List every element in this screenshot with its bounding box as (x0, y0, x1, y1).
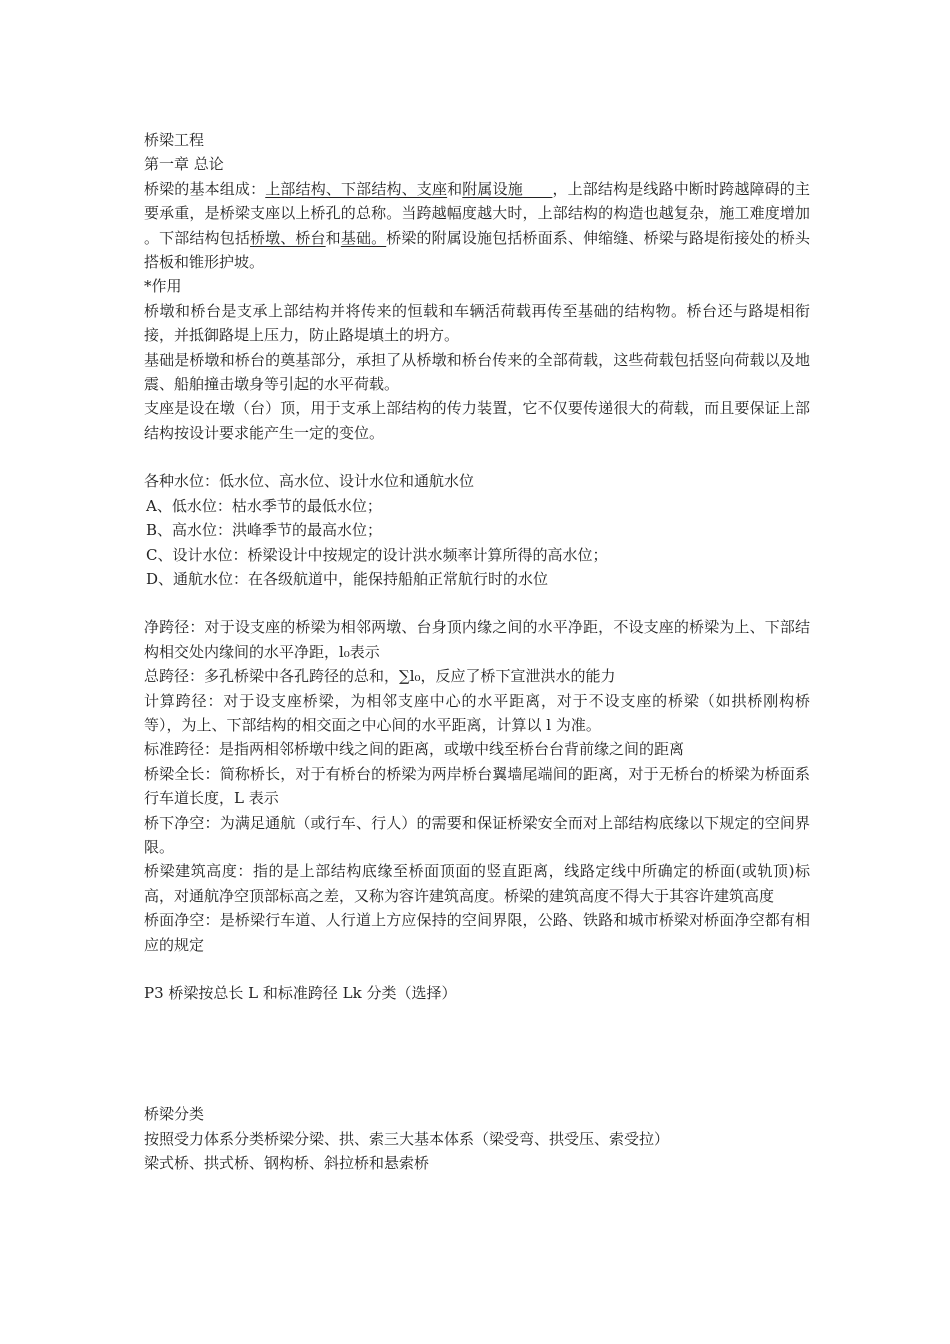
water-level-item: D、通航水位：在各级航道中，能保持船舶正常航行时的水位 (146, 569, 549, 588)
definition-paragraph: 桥下净空：为满足通航（或行车、行人）的需要和保证桥梁安全而对上部结构底缘以下规定的空间界限。 (144, 813, 810, 856)
water-level-item: C、设计水位：桥梁设计中按规定的设计洪水频率计算所得的高水位； (146, 545, 608, 564)
composition-and-1: 和 (447, 179, 463, 198)
blank-space (144, 1005, 810, 1102)
underlined-foundation: 基础。 (340, 228, 387, 247)
function-paragraph: 桥墩和桥台是支承上部结构并将传来的恒载和车辆活荷载再传至基础的结构物。桥台还与路堤相衔接，并抵御路堤上压力，防止路堤填土的坍方。 (144, 301, 810, 345)
composition-and-2: 和 (325, 228, 341, 247)
definition-paragraph: 标准跨径：是指两相邻桥墩中线之间的距离，或墩中线至桥台台背前缘之间的距离 (144, 740, 685, 759)
underlined-structures: 上部结构、下部结构、支座 (265, 179, 448, 198)
function-heading: *作用 (144, 277, 182, 296)
classification-reference: P3 桥梁按总长 L 和标准跨径 Lk 分类（选择） (144, 984, 457, 1002)
composition-text-1: ，上部结构是线路中断时跨越障碍的主要承重，是桥梁支座以上桥孔的总称。当跨越幅度越大时，上部结构的构造也越复杂，施工难度增加 。下部结构包括 (144, 179, 810, 247)
function-paragraph: 基础是桥墩和桥台的奠基部分，承担了从桥墩和桥台传来的全部荷载，这些荷载包括竖向荷载以及地震、船舶撞击墩身等引起的水平荷载。 (144, 350, 810, 394)
composition-suffix: 桥梁的附属设施包括桥面系、伸缩缝、桥梁与路堤衔接处的桥头搭板和锥形护坡。 (144, 228, 810, 272)
underlined-piers: 桥墩、桥台 (249, 228, 326, 247)
water-level-item: A、低水位：枯水季节的最低水位； (146, 496, 382, 515)
definition-paragraph: 计算跨径：对于设支座桥梁，为相邻支座中心的水平距离，对于不设支座的桥梁（如拱桥刚构桥等），为上、下部结构的相交面之中心间的水平距离，计算以 l 为准。 (144, 691, 810, 734)
water-level-heading: 各种水位：低水位、高水位、设计水位和通航水位 (144, 472, 475, 491)
blank-line (144, 957, 810, 981)
function-paragraph: 支座是设在墩（台）顶，用于支承上部结构的传力装置，它不仅要传递很大的荷载，而且要保证上部结构按设计要求能产生一定的变位。 (144, 399, 810, 442)
blank-line (144, 591, 810, 615)
water-level-item: B、高水位：洪峰季节的最高水位； (146, 521, 383, 540)
classification-line: 按照受力体系分类桥梁分梁、拱、索三大基本体系（梁受弯、拱受压、索受拉） (144, 1129, 670, 1148)
blank-line (144, 445, 810, 469)
chapter-heading: 第一章 总论 (144, 155, 224, 174)
document-title: 桥梁工程 (144, 131, 205, 149)
composition-prefix: 桥梁的基本组成： (144, 179, 266, 198)
document-body (144, 128, 810, 1176)
definition-paragraph: 桥面净空：是桥梁行车道、人行道上方应保持的空间界限，公路、铁路和城市桥梁对桥面净空都有相应的规定 (144, 911, 810, 954)
classification-line: 梁式桥、拱式桥、钢构桥、斜拉桥和悬索桥 (144, 1154, 430, 1173)
composition-paragraph (144, 177, 810, 275)
classification-heading: 桥梁分类 (144, 1105, 205, 1124)
underlined-auxiliary: 附属设施 (462, 179, 553, 198)
definition-paragraph: 总跨径：多孔桥梁中各孔跨径的总和，∑l₀，反应了桥下宣泄洪水的能力 (144, 667, 616, 686)
definition-paragraph: 桥梁全长：简称桥长，对于有桥台的桥梁为两岸桥台翼墙尾端间的距离，对于无桥台的桥梁为桥面系行车道长度，L 表示 (144, 764, 810, 808)
definition-paragraph: 净跨径：对于设支座的桥梁为相邻两墩、台身顶内缘之间的水平净距，不设支座的桥梁为上、下部结构相交处内缘间的水平净距，l₀表示 (144, 618, 810, 661)
definition-paragraph: 桥梁建筑高度：指的是上部结构底缘至桥面顶面的竖直距离，线路定线中所确定的桥面(或轨顶)标高，对通航净空顶部标高之差，又称为容许建筑高度。桥梁的建筑高度不得大于其容许建筑高度 (144, 862, 810, 905)
water-level-list (144, 494, 810, 592)
